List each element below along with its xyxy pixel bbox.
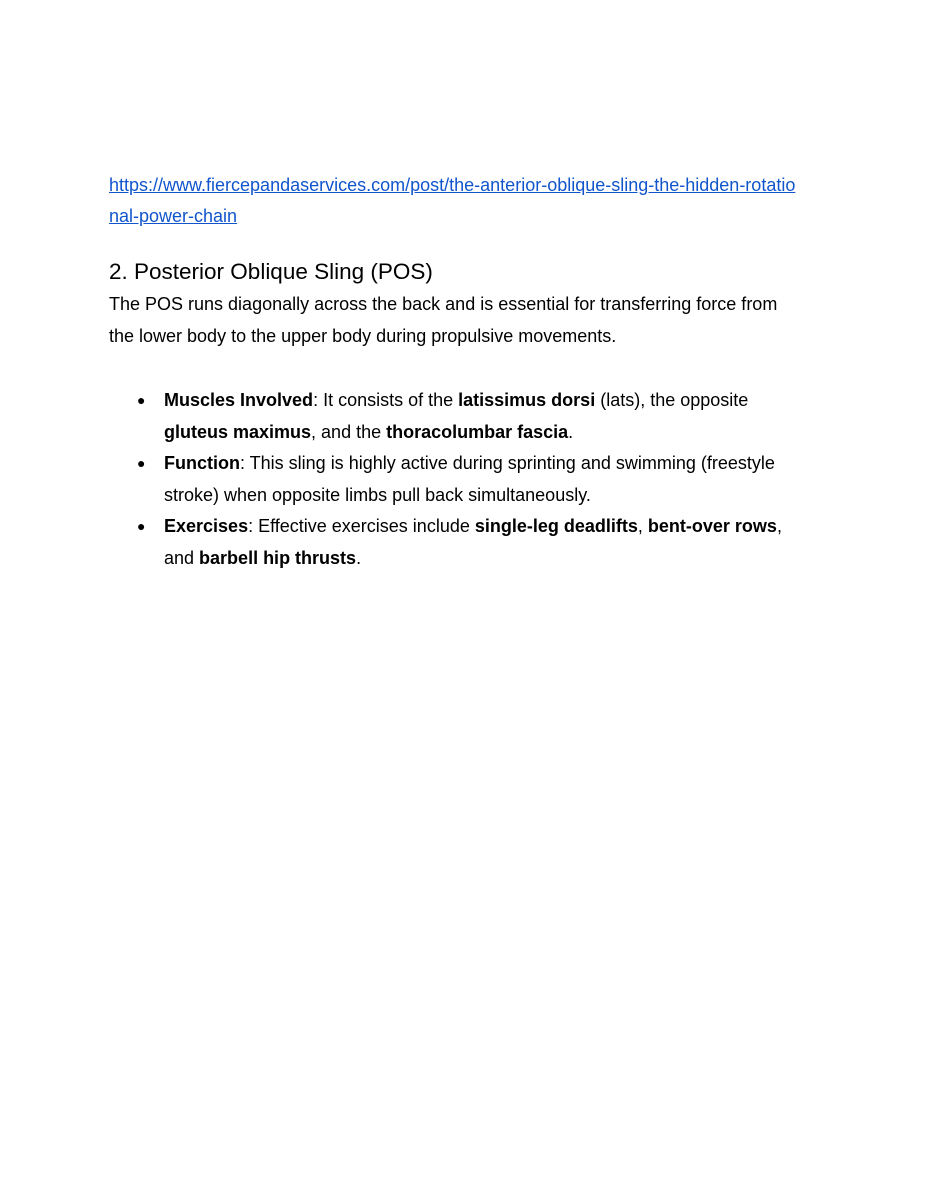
bullet-text: , and the <box>311 421 387 442</box>
bullet-label: Function <box>164 453 240 473</box>
bold-term: latissimus dorsi <box>458 390 596 410</box>
bullet-text: : It consists of the <box>313 390 459 410</box>
bold-term: thoracolumbar fascia <box>386 421 569 442</box>
bold-term: barbell hip thrusts <box>199 547 357 568</box>
bullet-text: , <box>637 516 648 536</box>
document-content <box>109 170 809 574</box>
bold-term: gluteus maximus <box>164 421 312 442</box>
bullet-label: Exercises <box>164 516 249 536</box>
section-intro-paragraph: The POS runs diagonally across the back and is essential for transferring force from the lower body to the upper body during propulsive movements. <box>109 294 778 346</box>
bold-term: single-leg deadlifts <box>474 516 638 536</box>
bullet-list <box>109 385 809 574</box>
bullet-label: Muscles Involved <box>164 390 314 410</box>
source-link[interactable]: https://www.fiercepandaservices.com/post/the-anterior-oblique-sling-the-hidden-rotational-power-chain <box>109 175 796 226</box>
bullet-text: : Effective exercises include <box>248 516 475 536</box>
list-item-function <box>109 448 804 511</box>
bullet-text: , and <box>164 516 782 568</box>
list-item-muscles-involved <box>109 385 804 448</box>
bullet-text: (lats), the opposite <box>595 390 749 410</box>
section-heading: 2. Posterior Oblique Sling (POS) <box>109 259 433 284</box>
list-item-exercises <box>109 511 804 574</box>
bold-term: bent-over rows <box>647 516 777 536</box>
bullet-icon: ● <box>137 455 146 471</box>
bullet-icon: ● <box>137 518 146 534</box>
bullet-text: : This sling is highly active during sprinting and swimming (freestyle stroke) when opposite limbs pull back simultaneously. <box>164 453 775 505</box>
bullet-text: . <box>356 547 362 568</box>
bullet-icon: ● <box>137 392 146 408</box>
bullet-text: . <box>568 421 574 442</box>
